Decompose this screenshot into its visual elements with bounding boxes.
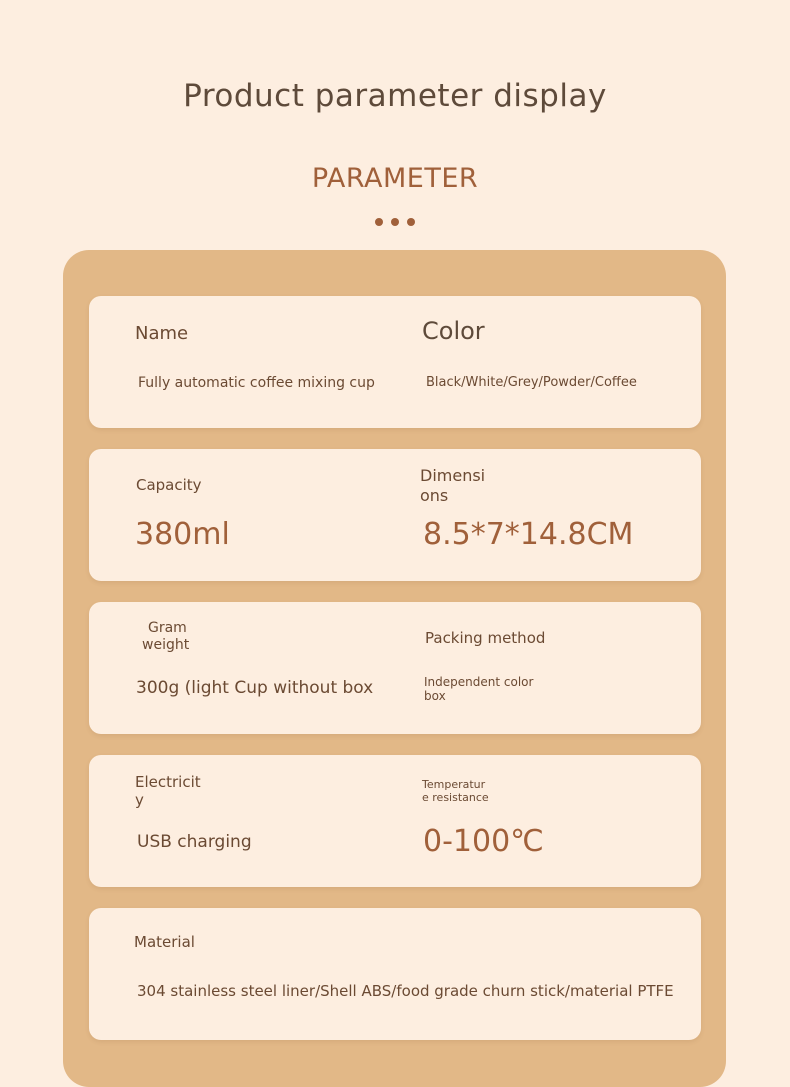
param-card-capacity-dimensions xyxy=(89,449,701,581)
capacity-label: Capacity xyxy=(136,476,202,494)
dimensions-value: 8.5*7*14.8CM xyxy=(423,517,634,552)
dot-icon xyxy=(375,218,383,226)
weight-value: 300g (light Cup without box xyxy=(136,678,374,698)
electricity-label-line1: Electricit xyxy=(135,773,201,791)
electricity-value: USB charging xyxy=(137,832,252,852)
dot-icon xyxy=(407,218,415,226)
weight-label-line2: weight xyxy=(142,637,190,653)
param-card-electricity-temperature xyxy=(89,755,701,887)
dimensions-label-line1: Dimensi xyxy=(420,466,486,485)
param-card-material xyxy=(89,908,701,1040)
dot-icon xyxy=(391,218,399,226)
name-value: Fully automatic coffee mixing cup xyxy=(138,375,375,391)
section-subtitle: PARAMETER xyxy=(311,163,479,194)
param-card-weight-packing xyxy=(89,602,701,734)
color-label: Color xyxy=(422,317,485,345)
material-value: 304 stainless steel liner/Shell ABS/food grade churn stick/material PTFE xyxy=(137,982,674,1000)
packing-label: Packing method xyxy=(425,629,546,647)
name-label: Name xyxy=(135,323,189,344)
packing-value-line1: Independent color xyxy=(424,675,534,689)
weight-label-line1: Gram xyxy=(148,620,187,636)
material-label: Material xyxy=(134,933,195,951)
capacity-value: 380ml xyxy=(135,517,230,552)
color-value: Black/White/Grey/Powder/Coffee xyxy=(426,375,637,390)
dimensions-label-line2: ons xyxy=(420,486,449,505)
param-card-name-color xyxy=(89,296,701,428)
temperature-label-line2: e resistance xyxy=(422,791,489,804)
decorative-dots xyxy=(0,218,790,226)
page-title: Product parameter display xyxy=(183,78,607,114)
packing-value-line2: box xyxy=(424,689,446,703)
temperature-value: 0-100℃ xyxy=(423,824,544,859)
temperature-label-line1: Temperatur xyxy=(422,778,486,791)
electricity-label-line2: y xyxy=(135,791,144,809)
